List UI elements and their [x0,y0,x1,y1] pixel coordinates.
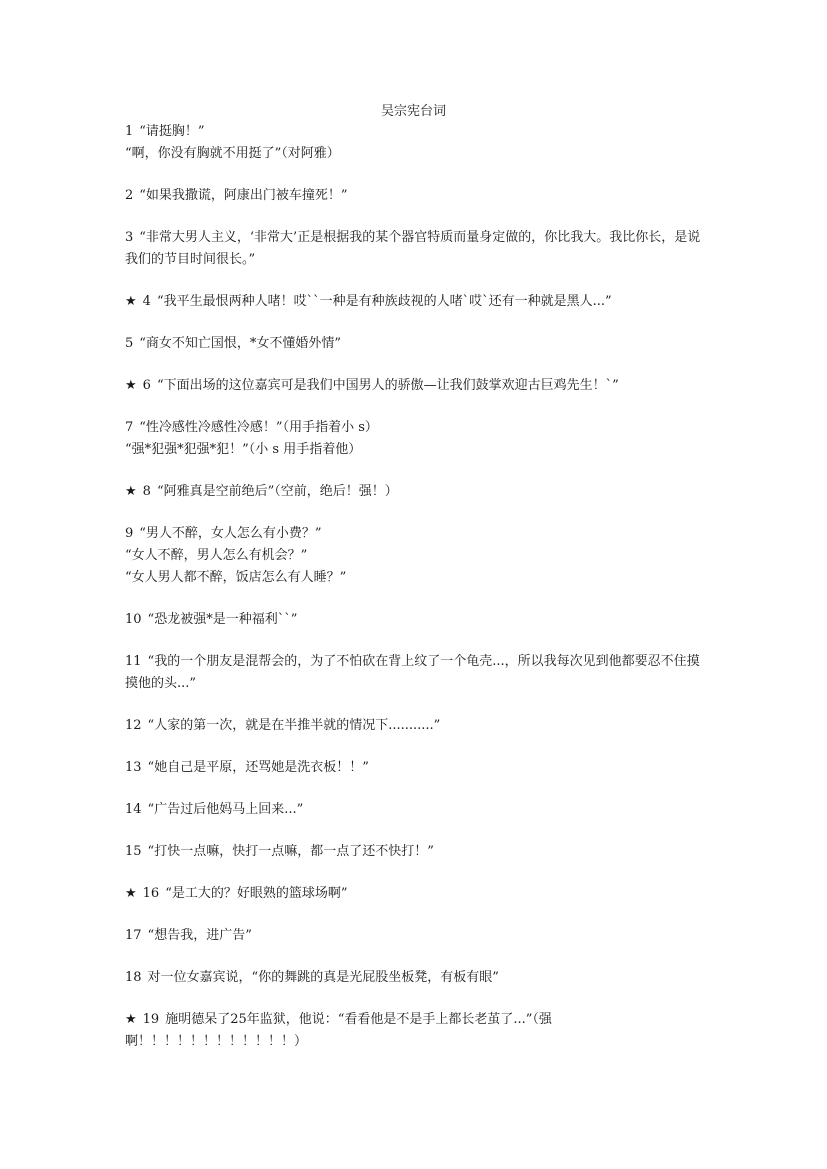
quote-line [125,757,710,779]
star-icon: ★ [125,294,137,309]
star-icon: ★ [125,886,137,901]
quote-number: 13 [125,760,142,775]
quote-line [125,143,710,165]
quote-entry [125,1009,710,1053]
quote-number: 3 [125,230,134,245]
quote-line [125,523,710,545]
quote-line [125,841,710,863]
quote-text: “女人男人都不醉，饭店怎么有人睡？” [125,570,347,585]
quote-entry [125,757,710,779]
quote-number: 8 [142,484,151,499]
quote-number: 9 [125,526,134,541]
quote-line [125,1009,710,1031]
quote-number: 12 [125,718,142,733]
quote-entry [125,375,710,397]
quote-entry [125,967,710,989]
quote-text: 对一位女嘉宾说，“你的舞跳的真是光屁股坐板凳，有板有眼” [147,970,499,985]
quote-entry [125,651,710,695]
quote-number: 17 [125,928,142,943]
quote-text: “恐龙被强*是一种福利``” [147,612,298,627]
quote-number: 2 [125,188,134,203]
quote-text: “性冷感性冷感性冷感！”（用手指着小 s） [139,420,378,435]
quote-entry [125,609,710,631]
quote-text: 施明德呆了25年监狱，他说：“看看他是不是手上都长老茧了...”（强 [165,1012,552,1027]
quote-text: “是工大的？好眼熟的篮球场啊” [165,886,348,901]
quote-entry [125,333,710,355]
quote-text: “广告过后他妈马上回来...” [147,802,304,817]
quote-line [125,333,710,355]
quote-text: “我平生最恨两种人啫！哎``一种是有种族歧视的人啫`哎`还有一种就是黑人...” [156,294,612,309]
quote-line [125,799,710,821]
quote-list [125,121,710,1073]
quote-text: “下面出场的这位嘉宾可是我们中国男人的骄傲—让我们鼓掌欢迎古巨鸡先生！`” [156,378,619,393]
quote-entry [125,841,710,863]
star-icon: ★ [125,484,137,499]
quote-number: 15 [125,844,142,859]
quote-text: 啊！！！！！！！！！！！！） [125,1034,308,1049]
quote-entry [125,121,710,165]
quote-line [125,227,710,271]
quote-text: “阿雅真是空前绝后”（空前，绝后！强！） [156,484,398,499]
quote-text: “人家的第一次，就是在半推半就的情况下...........” [147,718,441,733]
quote-entry [125,925,710,947]
quote-line [125,925,710,947]
quote-text: “非常大男人主义，‘非常大’正是根据我的某个器官特质而量身定做的，你比我大。我比你长，是说我们的节目时间很长。” [125,230,701,267]
quote-entry [125,227,710,271]
quote-number: 6 [142,378,151,393]
quote-text: “想告我，进广告” [147,928,252,943]
quote-text: “如果我撒谎，阿康出门被车撞死！” [139,188,348,203]
quote-number: 16 [142,886,160,901]
quote-entry [125,715,710,737]
quote-text: “我的一个朋友是混帮会的，为了不怕砍在背上纹了一个龟壳...，所以我每次见到他都要忍不住摸摸他的头...” [125,654,700,691]
quote-entry [125,185,710,207]
quote-line [125,375,710,397]
quote-number: 7 [125,420,134,435]
quote-line [125,715,710,737]
quote-line [125,967,710,989]
quote-line [125,1031,710,1053]
quote-line [125,609,710,631]
quote-line [125,439,710,461]
quote-line [125,651,710,695]
quote-line [125,481,710,503]
quote-number: 11 [125,654,142,669]
quote-number: 4 [142,294,151,309]
quote-number: 5 [125,336,134,351]
quote-text: “啊，你没有胸就不用挺了”（对阿雅） [125,146,340,161]
star-icon: ★ [125,1012,137,1027]
quote-number: 10 [125,612,142,627]
quote-entry [125,417,710,461]
quote-text: “她自己是平原，还骂她是洗衣板！！” [147,760,369,775]
star-icon: ★ [125,378,137,393]
quote-text: “强*犯强*犯强*犯！”（小 s 用手指着他） [125,442,362,457]
quote-entry [125,799,710,821]
quote-line [125,185,710,207]
quote-line [125,291,710,313]
quote-entry [125,291,710,313]
document-title: 吴宗宪台词 [380,104,446,119]
quote-entry [125,523,710,589]
quote-number: 1 [125,124,134,139]
quote-text: “商女不知亡国恨，*女不懂婚外情” [139,336,342,351]
quote-text: “请挺胸！” [139,124,205,139]
quote-text: “女人不醉，男人怎么有机会？” [125,548,308,563]
quote-entry [125,481,710,503]
quote-line [125,121,710,143]
quote-line [125,545,710,567]
quote-number: 19 [142,1012,160,1027]
quote-entry [125,883,710,905]
quote-number: 18 [125,970,142,985]
quote-line [125,417,710,439]
quote-line [125,567,710,589]
quote-text: “打快一点嘛，快打一点嘛，都一点了还不快打！” [147,844,434,859]
quote-number: 14 [125,802,142,817]
quote-text: “男人不醉，女人怎么有小费？” [139,526,322,541]
quote-line [125,883,710,905]
